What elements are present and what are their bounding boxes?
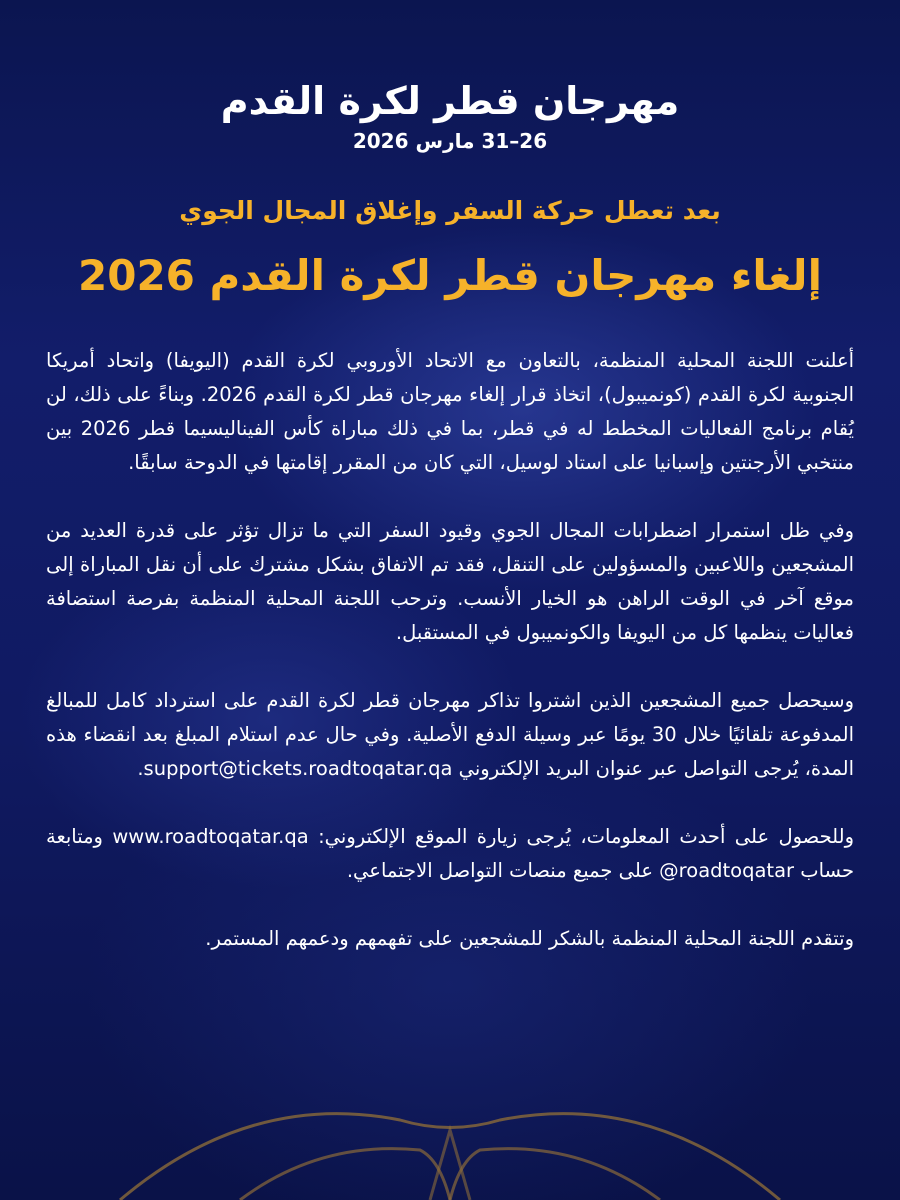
subheading: بعد تعطل حركة السفر وإغلاق المجال الجوي [179,196,721,225]
event-header [0,78,900,154]
arch-inner-left [240,1149,450,1200]
refund-text: وسيحصل جميع المشجعين الذين اشتروا تذاكر مهرجان قطر لكرة القدم على استرداد كامل للمبالغ المدفوعة تلقائيًا خلال 30 يومًا عبر وسيلة الدفع الأصلية. وفي حال عدم استلام المبلغ بعد انقضاء هذه المدة، يُرجى التواصل عبر عنوان البريد الإلكتروني [46,689,855,780]
updates-text-suffix: على جميع منصات التواصل الاجتماعي. [346,859,653,882]
paragraph-updates [46,820,854,888]
decorative-arch-ornament [0,1080,900,1200]
paragraph-refund: وسيحصل جميع المشجعين الذين اشتروا تذاكر مهرجان قطر لكرة القدم على استرداد كامل للمبالغ المدفوعة تلقائيًا خلال 30 يومًا عبر وسيلة الدفع الأصلية. وفي حال عدم استلام المبلغ بعد انقضاء هذه المدة، يُرجى التواصل عبر عنوان البريد الإلكتروني support@tickets.roadtoqatar.qa. [46,689,855,780]
support-email-link[interactable]: support@tickets.roadtoqatar.qa [143,757,453,780]
updates-text-mid: ومتابعة حساب [46,825,854,882]
website-link[interactable]: www.roadtoqatar.qa [112,825,309,848]
event-dates: 26–31 مارس 2026 [352,129,548,153]
arch-inner-right [450,1149,660,1200]
announcement-body [46,344,854,956]
social-handle-link[interactable]: @roadtoqatar [659,859,795,882]
page-title: إلغاء مهرجان قطر لكرة القدم 2026 [78,251,822,300]
updates-text-prefix: وللحصول على أحدث المعلومات، يُرجى زيارة الموقع الإلكتروني: [318,825,854,848]
paragraph-cancellation: أعلنت اللجنة المحلية المنظمة، بالتعاون مع الاتحاد الأوروبي لكرة القدم (اليويفا) واتحاد أمريكا الجنوبية لكرة القدم (كونميبول)، اتخاذ قرار إلغاء مهرجان قطر لكرة القدم 2026. وبناءً على ذلك، لن يُقام برنامج الفعاليات المخطط له في قطر، بما في ذلك مباراة كأس الفيناليسيما قطر 2026 بين منتخبي الأرجنتين وإسبانيا على استاد لوسيل، التي كان من المقرر إقامتها في الدوحة سابقًا. [46,349,854,474]
paragraph-thanks: وتتقدم اللجنة المحلية المنظمة بالشكر للمشجعين على تفهمهم ودعمهم المستمر. [205,927,854,950]
paragraph-reason: وفي ظل استمرار اضطرابات المجال الجوي وقيود السفر التي ما تزال تؤثر على قدرة العديد من المشجعين واللاعبين والمسؤولين على التنقل، فقد تم الاتفاق بشكل مشترك على أن نقل المباراة إلى موقع آخر في الوقت الراهن هو الخيار الأنسب. وترحب اللجنة المحلية المنظمة بفرصة استضافة فعاليات ينظمها كل من اليويفا والكونميبول في المستقبل. [46,519,854,644]
event-logo-title: مهرجان قطر لكرة القدم [220,79,680,123]
